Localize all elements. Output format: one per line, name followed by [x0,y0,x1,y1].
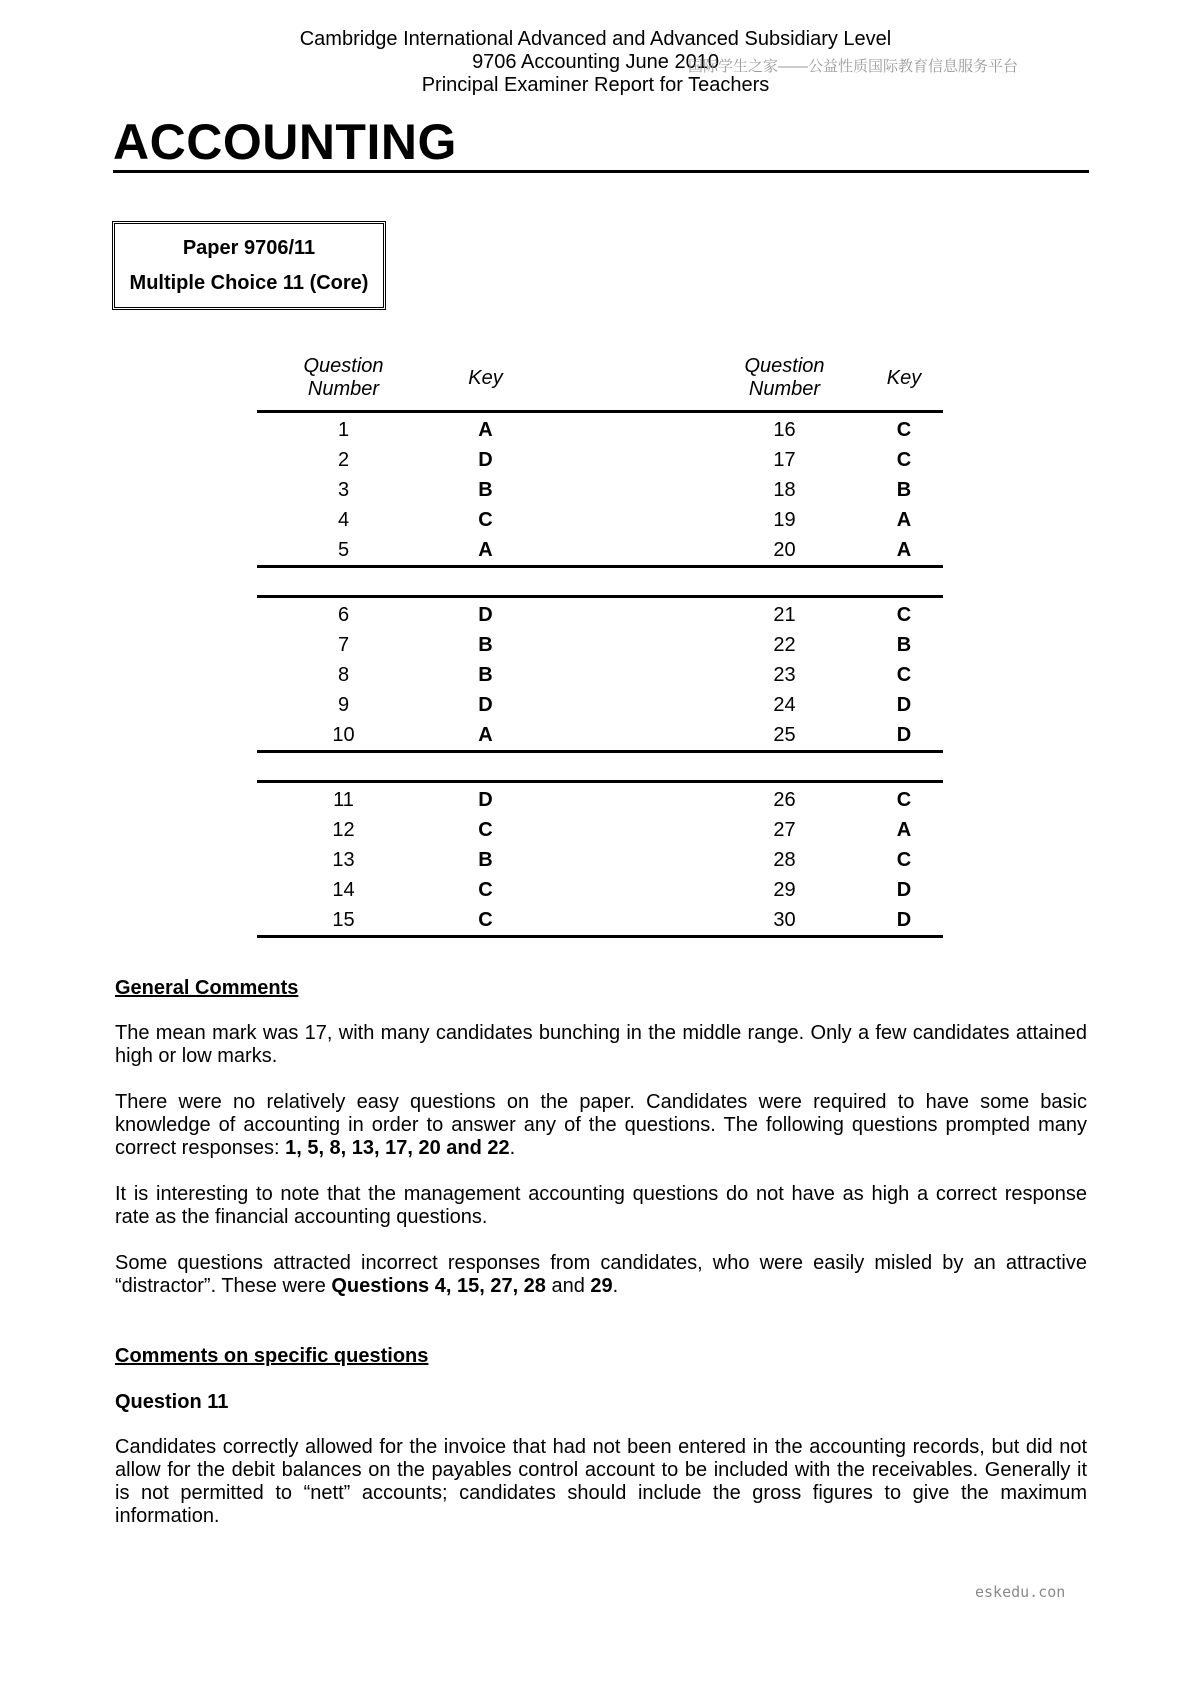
answer-key: A [896,509,912,531]
header-line-3: Principal Examiner Report for Teachers [421,74,770,96]
answer-key: D [478,789,493,811]
question-11-paragraph: Candidates correctly allowed for the invoice that had not been entered in the accounting records, but did not allow for the debit balances on the payables control account to be included with the receivables. Generally it is not permitted to “nett” accounts; candidates should include the gross figures to give the maximum information. [115,1436,1087,1527]
table-row [257,690,943,720]
table-row [257,815,943,845]
table-row [257,720,943,752]
paper-info-box [112,221,386,310]
question-number: 28 [773,849,796,871]
answer-key: A [478,419,493,441]
header-number-word: Number [307,378,380,400]
header-question-word: Question [303,355,384,377]
header-line-2: 9706 Accounting June 2010 [472,51,719,73]
general-comments-heading: General Comments [115,977,299,999]
paper-name: Multiple Choice 11 (Core) [129,271,369,294]
header-number-word-2: Number [748,378,821,400]
question-number: 16 [773,419,796,441]
answer-key: C [896,664,912,686]
question-number: 1 [337,419,350,441]
question-number: 23 [773,664,796,686]
answer-key: C [896,419,912,441]
question-number: 24 [773,694,796,716]
table-row [257,875,943,905]
answer-key: A [430,720,541,752]
paragraph-and: and [545,1275,591,1297]
answer-key: B [896,479,912,501]
question-number: 10 [257,720,430,752]
answer-key: A [430,535,541,567]
answer-key: A [865,535,943,567]
question-number: 8 [337,664,350,686]
question-11-heading: Question 11 [115,1391,229,1413]
footer-watermark: eskedu.con [975,1583,1066,1601]
table-row [257,782,943,816]
answer-key: C [896,849,912,871]
answer-key: C [478,509,493,531]
general-paragraph-4 [115,1252,1087,1298]
answer-key: C [896,789,912,811]
answer-key: D [865,720,943,752]
question-number: 22 [773,634,796,656]
answer-key: D [896,694,912,716]
general-paragraph-2 [115,1091,1087,1160]
answer-key-header-row [257,355,943,412]
header-key-2: Key [865,355,943,412]
answer-key: D [478,449,493,471]
answer-key: D [478,604,493,626]
header-line-1: Cambridge International Advanced and Advanced Subsidiary Level [299,28,892,50]
answer-key: C [896,604,912,626]
question-number: 30 [704,905,865,937]
table-row [257,445,943,475]
table-row [257,905,943,937]
paragraph-text: There were no relatively easy questions on the paper. Candidates were required to have some basic knowledge of accounting in order to answer any of the questions. The following questions prompted many correct responses: [115,1091,1087,1159]
page-title: ACCOUNTING [113,114,457,170]
question-number: 20 [704,535,865,567]
paragraph-text: Some questions attracted incorrect responses from candidates, who were easily misled by an attractive “distractor”. These were [115,1252,1087,1297]
answer-key: B [896,634,912,656]
answer-key: C [896,449,912,471]
header-question-number [257,355,430,412]
question-number: 26 [773,789,796,811]
question-number: 27 [773,819,796,841]
question-number: 15 [257,905,430,937]
question-list-bold: Questions 4, 15, 27, 28 [331,1275,546,1297]
table-row [257,412,943,446]
paper-code: Paper 9706/11 [182,236,316,259]
question-number: 6 [337,604,350,626]
answer-key: B [478,849,493,871]
header-question-word-2: Question [744,355,825,377]
answer-key-table [257,355,943,938]
header-gap [541,355,704,412]
answer-key: D [478,694,493,716]
paragraph-end: . [612,1275,619,1297]
question-number: 29 [773,879,796,901]
question-number: 25 [704,720,865,752]
question-number: 3 [337,479,350,501]
answer-key: D [865,905,943,937]
table-row [257,535,943,567]
answer-key: B [478,479,493,501]
general-paragraph-1: The mean mark was 17, with many candidates bunching in the middle range. Only a few candidates attained high or low marks. [115,1022,1087,1067]
paragraph-end: . [509,1137,516,1159]
table-row [257,597,943,631]
table-row [257,660,943,690]
question-number: 18 [773,479,796,501]
group-separator [257,752,943,782]
answer-key-body [257,412,943,937]
question-number: 17 [773,449,796,471]
answer-key: A [896,819,912,841]
table-row [257,505,943,535]
answer-key: D [896,879,912,901]
question-number: 4 [337,509,350,531]
question-number-bold: 29 [590,1275,613,1297]
question-number: 12 [332,819,355,841]
header-key: Key [430,355,541,412]
table-row [257,630,943,660]
group-separator [257,567,943,597]
answer-key: C [478,819,493,841]
table-row [257,475,943,505]
watermark-text: 国际学生之家——公益性质国际教育信息服务平台 [688,58,1019,75]
question-list-bold: 1, 5, 8, 13, 17, 20 and 22 [285,1137,510,1159]
specific-comments-heading: Comments on specific questions [115,1345,429,1367]
answer-key: B [478,634,493,656]
table-row [257,845,943,875]
answer-key: B [478,664,493,686]
question-number: 13 [332,849,355,871]
answer-key: C [478,879,493,901]
question-number: 21 [773,604,796,626]
header-question-number-2 [704,355,865,412]
question-number: 11 [333,789,354,811]
question-number: 2 [337,449,350,471]
question-number: 19 [773,509,796,531]
question-number: 5 [257,535,430,567]
title-divider [113,170,1089,173]
question-number: 9 [337,694,350,716]
question-number: 7 [337,634,350,656]
question-number: 14 [332,879,355,901]
general-paragraph-3: It is interesting to note that the management accounting questions do not have as high a correct response rate as the financial accounting questions. [115,1183,1087,1228]
answer-key: C [430,905,541,937]
